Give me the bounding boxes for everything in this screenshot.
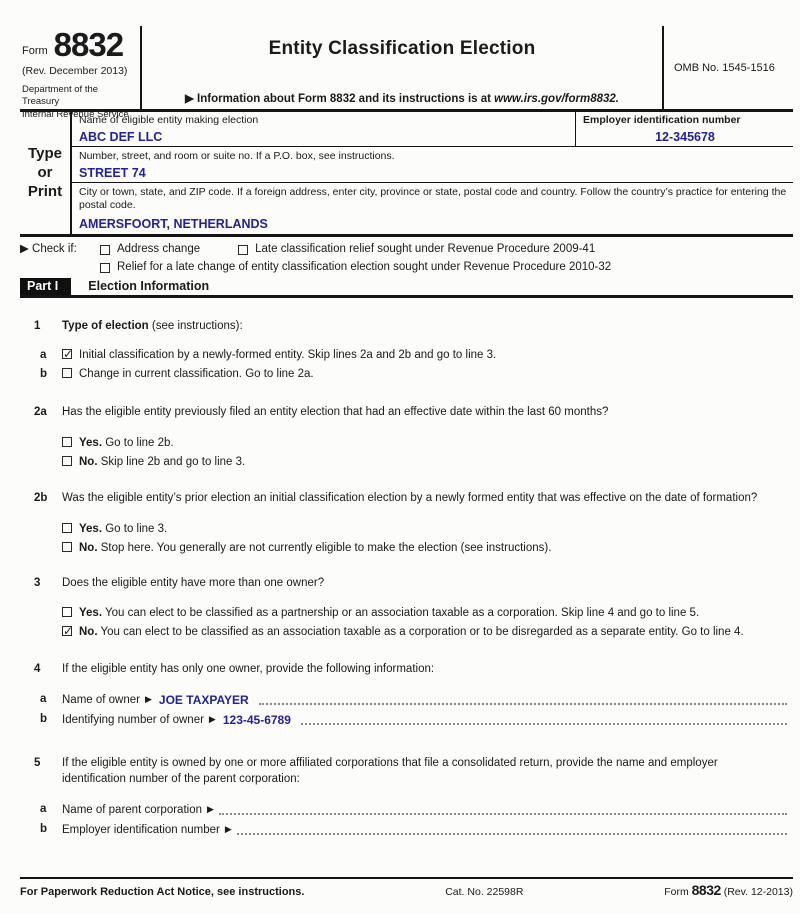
checkbox-late-change-relief[interactable]: [100, 263, 110, 273]
line-2b: [20, 490, 793, 556]
option-2b-yes: [20, 521, 793, 537]
line-5: [20, 755, 793, 838]
line-2a-text: Has the eligible entity previously filed an entity election that had an effective date within the last 60 months?: [62, 406, 609, 419]
option-2a-yes-rest: Go to line 2b.: [102, 437, 174, 450]
checkbox-2b-no[interactable]: [62, 542, 72, 552]
option-3-yes: [20, 605, 793, 621]
parent-ein-label: Employer identification number: [62, 824, 220, 837]
part1-title: Election Information: [88, 279, 210, 294]
revision-date: (Rev. December 2013): [22, 65, 128, 77]
line-1: [20, 318, 793, 382]
paperwork-notice: For Paperwork Reduction Act Notice, see instructions.: [20, 886, 305, 898]
checkbox-2b-yes[interactable]: [62, 523, 72, 533]
line-3: [20, 575, 793, 640]
option-1a: [20, 347, 793, 363]
line-2a: [20, 404, 793, 470]
line-4-text: If the eligible entity has only one owner, provide the following information:: [62, 663, 435, 676]
entity-name-label: Name of eligible entity making election: [79, 114, 259, 126]
late-classification-relief-label: Late classification relief sought under Revenue Procedure 2009-41: [255, 243, 596, 256]
checkbox-3-yes[interactable]: [62, 607, 72, 617]
page-title: Entity Classification Election: [268, 38, 536, 59]
street-label: Number, street, and room or suite no. If a P.O. box, see instructions.: [79, 149, 395, 162]
option-1a-text: Initial classification by a newly-formed entity. Skip lines 2a and 2b and go to line 3.: [79, 349, 497, 362]
footer-revision: (Rev. 12-2013): [720, 886, 793, 898]
late-change-relief-label: Relief for a late change of entity classification election sought under Revenue Procedure 2010-32: [117, 261, 612, 274]
owner-id-label: Identifying number of owner: [62, 714, 204, 727]
parent-name-label: Name of parent corporation: [62, 804, 202, 817]
option-2b-no: [20, 540, 793, 556]
type-or-print-word3: Print: [27, 182, 63, 200]
option-2a-no-text: [79, 454, 793, 470]
city-label: City or town, state, and ZIP code. If a foreign address, enter city, province or state, postal code and country. Follow the country’s practice for entering the postal code.: [79, 185, 787, 212]
entity-fields: [70, 112, 793, 234]
entity-name-row: [72, 112, 793, 147]
ein-label: Employer identification number: [583, 114, 741, 126]
line-4-number: 4: [34, 663, 41, 676]
owner-name-row: [20, 691, 793, 708]
parent-name-row: [20, 801, 793, 818]
option-2b-yes-bold: Yes.: [79, 523, 103, 536]
line-5-number: 5: [34, 757, 41, 770]
city-row: [72, 183, 793, 235]
line-1-bold-text: Type of election: [62, 320, 149, 333]
checkbox-address-change[interactable]: [100, 245, 110, 255]
omb-block: [662, 26, 793, 109]
ein-cell: [575, 112, 793, 146]
option-2a-yes-bold: Yes.: [79, 437, 103, 450]
line-5-heading: [20, 755, 793, 787]
option-1a-letter: a: [40, 349, 47, 362]
parent-ein-letter: b: [40, 823, 48, 836]
right-triangle-icon: ▶: [224, 824, 232, 835]
line-3-text: Does the eligible entity have more than one owner?: [62, 577, 325, 590]
form-footer: [20, 877, 793, 898]
type-or-print-word1: Type: [28, 145, 62, 163]
form-word-label: Form: [22, 44, 48, 57]
option-2a-yes: [20, 435, 793, 451]
option-3-yes-bold: Yes.: [79, 607, 103, 620]
form-number-row: [22, 28, 136, 61]
line-2a-number: 2a: [34, 406, 47, 419]
type-or-print-word2: or: [37, 163, 53, 181]
form-title-block: [142, 26, 662, 109]
right-triangle-icon: ▶: [207, 804, 214, 815]
parent-ein-row: [20, 821, 793, 838]
owner-name-label: Name of owner: [62, 694, 140, 707]
type-or-print-label: [20, 112, 70, 234]
option-2a-yes-text: [79, 435, 793, 451]
option-2a-no: [20, 454, 793, 470]
checkbox-1a[interactable]: [62, 349, 72, 359]
option-2b-yes-text: [79, 521, 793, 537]
info-url-link[interactable]: www.irs.gov/form8832.: [494, 93, 619, 105]
form-id-block: [20, 26, 142, 120]
line-3-heading: [20, 575, 793, 591]
option-1b: [20, 366, 793, 382]
form-number: 8832: [53, 26, 124, 63]
checkbox-2a-no[interactable]: [62, 456, 72, 466]
line-4: [20, 661, 793, 728]
part1-bar: [20, 278, 793, 298]
parent-name-letter: a: [40, 803, 47, 816]
option-2b-no-rest: Stop here. You generally are not currently eligible to make the election (see instructions).: [97, 542, 552, 555]
line-1-rest-text: (see instructions):: [148, 320, 243, 333]
option-2a-no-rest: Skip line 2b and go to line 3.: [97, 456, 246, 469]
right-triangle-icon: ▶: [144, 694, 152, 705]
checkbox-2a-yes[interactable]: [62, 437, 72, 447]
check-if-row2: [100, 260, 793, 275]
line-4-heading: [20, 661, 793, 677]
line-3-number: 3: [34, 577, 41, 590]
option-3-no-rest: You can elect to be classified as an association taxable as a corporation or to be disregarded as a separate entity. Go to line 4.: [97, 626, 744, 639]
omb-number: OMB No. 1545-1516: [674, 62, 775, 74]
checkbox-1b[interactable]: [62, 368, 72, 378]
street-row: [72, 147, 793, 183]
owner-id-row: [20, 711, 793, 728]
info-text: ▶ Information about Form 8832 and its instructions is at: [184, 93, 495, 105]
line-2b-number: 2b: [34, 492, 48, 505]
option-3-no: [20, 624, 793, 640]
owner-name-letter: a: [40, 693, 47, 706]
owner-name-value[interactable]: JOE TAXPAYER: [158, 693, 249, 708]
agency-line2: Internal Revenue Service: [22, 108, 129, 120]
catalog-number: Cat. No. 22598R: [445, 886, 524, 898]
option-2a-no-bold: No.: [79, 456, 98, 469]
info-line: [185, 91, 619, 105]
option-3-yes-rest: You can elect to be classified as a partnership or an association taxable as a corporation. Skip line 4 and go to line 5.: [102, 607, 700, 620]
entity-name-cell: [72, 112, 575, 146]
checkbox-3-no[interactable]: [62, 626, 72, 636]
agency-line1: Department of the Treasury: [22, 84, 99, 108]
street-value[interactable]: STREET 74: [79, 165, 146, 180]
ein-value[interactable]: 12-345678: [655, 129, 715, 144]
option-3-no-text: [79, 624, 793, 640]
option-2b-no-text: [79, 540, 793, 556]
footer-form-number: 8832: [691, 882, 721, 898]
part1-badge: Part I: [20, 278, 71, 295]
option-3-yes-text: [79, 605, 793, 621]
right-triangle-icon: ▶: [208, 714, 216, 725]
dotted-leader: [219, 813, 787, 815]
entity-info-section: [20, 112, 793, 237]
dotted-leader: [301, 723, 787, 725]
line-1-heading: [20, 318, 793, 334]
line-5-text: If the eligible entity is owned by one or more affiliated corporations that file a consolidated return, provide the name and employer identification number of the parent corporation:: [62, 757, 718, 786]
option-2b-yes-rest: Go to line 3.: [102, 523, 168, 536]
option-1b-text: Change in current classification. Go to line 2a.: [79, 368, 314, 381]
checkbox-late-classification-relief[interactable]: [238, 245, 248, 255]
dotted-leader: [237, 833, 787, 835]
line-1-text: [62, 318, 793, 334]
check-if-section: [20, 237, 793, 275]
check-if-row1: [20, 242, 793, 257]
option-1b-letter: b: [40, 368, 48, 381]
owner-id-letter: b: [40, 713, 48, 726]
line-2b-heading: [20, 490, 793, 506]
dotted-leader: [259, 703, 787, 705]
address-change-label: Address change: [117, 243, 201, 256]
owner-id-value[interactable]: 123-45-6789: [222, 713, 291, 728]
option-3-no-bold: No.: [79, 626, 98, 639]
footer-form-word: Form: [664, 886, 692, 898]
option-2b-no-bold: No.: [79, 542, 98, 555]
city-value[interactable]: AMERSFOORT, NETHERLANDS: [79, 217, 268, 232]
line-2a-heading: [20, 404, 793, 420]
check-if-label: ▶ Check if:: [20, 243, 77, 256]
entity-name-value[interactable]: ABC DEF LLC: [79, 129, 163, 144]
line-2b-text: Was the eligible entity’s prior election an initial classification election by a newly formed entity that was effective on the date of formation?: [62, 492, 758, 505]
footer-form-id: [664, 882, 793, 898]
line-1-number: 1: [34, 320, 41, 333]
